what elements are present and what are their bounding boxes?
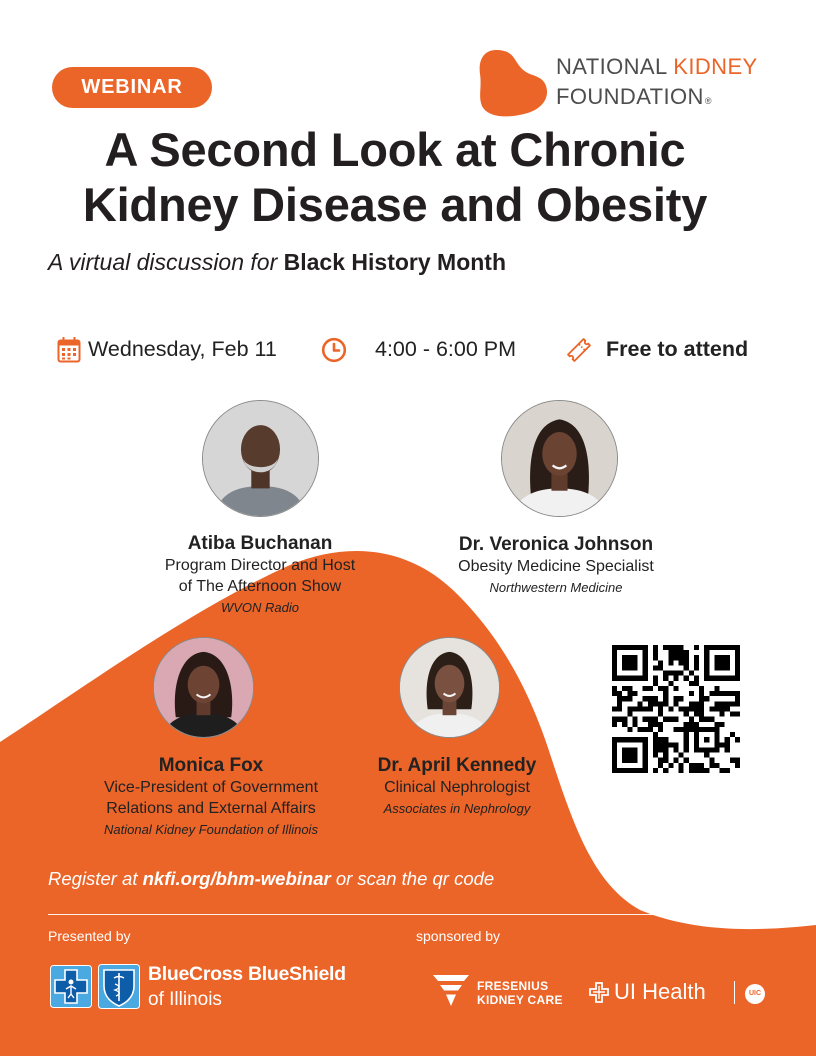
sponsor-name-ui-health: UI Health: [614, 979, 706, 1004]
subtitle-emphasis: Black History Month: [283, 249, 507, 275]
sponsor-name-kidney-care: KIDNEY CARE: [477, 993, 563, 1007]
fresenius-logo-icon: [433, 975, 469, 1007]
event-cost: Free to attend: [606, 337, 749, 361]
register-line: [48, 870, 494, 889]
register-lead: Register at: [48, 868, 138, 889]
speaker-role: Relations and External Affairs: [106, 800, 316, 817]
organizer-name-part1: NATIONAL: [556, 54, 667, 79]
ui-health-cross-icon: [589, 982, 609, 1003]
organizer-name-foundation: FOUNDATION: [556, 84, 704, 109]
qr-code[interactable]: [612, 645, 740, 773]
speaker-role: Vice-President of Government: [103, 779, 319, 796]
speaker-card-atiba-buchanan: [110, 533, 410, 619]
speaker-photo-veronica-johnson: [501, 400, 618, 517]
register-tail: or scan the qr code: [335, 868, 495, 889]
registered-mark: ®: [704, 96, 712, 106]
organizer-name-line1: [556, 56, 758, 78]
event-date: Wednesday, Feb 11: [88, 337, 277, 361]
speaker-organization: WVON Radio: [220, 600, 300, 615]
speaker-name: Monica Fox: [158, 755, 264, 776]
event-time: 4:00 - 6:00 PM: [375, 337, 517, 361]
page-title-line2: Kidney Disease and Obesity: [82, 178, 708, 231]
blue-shield-icon: [98, 964, 140, 1009]
uic-logo-mark: UIC: [745, 984, 765, 1004]
speaker-name: Dr. Veronica Johnson: [458, 534, 654, 555]
speaker-role: Clinical Nephrologist: [384, 779, 530, 796]
kidney-logo-icon: [476, 46, 550, 118]
sponsor-name-bcbs-region: of Illinois: [148, 989, 222, 1010]
speaker-photo-atiba-buchanan: [202, 400, 319, 517]
sponsor-name-fresenius: FRESENIUS: [477, 979, 549, 993]
speaker-card-veronica-johnson: [406, 534, 706, 599]
sponsor-name-bcbs: BlueCross BlueShield: [148, 963, 346, 985]
register-url-link[interactable]: nkfi.org/bhm-webinar: [142, 868, 331, 889]
organizer-name-part2: KIDNEY: [673, 54, 758, 79]
page-title-line1: A Second Look at Chronic: [104, 123, 686, 176]
speaker-photo-monica-fox: [153, 637, 254, 738]
sponsored-by-label: sponsored by: [416, 928, 501, 944]
speaker-organization: National Kidney Foundation of Illinois: [104, 822, 318, 837]
speaker-name: Dr. April Kennedy: [377, 755, 537, 776]
speaker-organization: Northwestern Medicine: [489, 580, 623, 595]
footer-divider: [48, 914, 664, 915]
speaker-name: Atiba Buchanan: [187, 533, 333, 554]
calendar-icon: [57, 336, 81, 363]
speaker-card-april-kennedy: [307, 755, 607, 820]
webinar-badge: WEBINAR: [52, 67, 212, 108]
speaker-role: of The Afternoon Show: [178, 578, 342, 595]
speaker-photo-april-kennedy: [399, 637, 500, 738]
speaker-organization: Associates in Nephrology: [383, 801, 531, 816]
presented-by-label: Presented by: [48, 928, 131, 944]
organizer-name-line2: [556, 86, 712, 108]
ui-health-divider: [734, 981, 735, 1004]
subtitle: [48, 251, 506, 274]
clock-icon: [321, 337, 347, 363]
ticket-icon: [565, 336, 593, 364]
speaker-role: Obesity Medicine Specialist: [458, 558, 654, 575]
speaker-role: Program Director and Host: [164, 557, 356, 574]
subtitle-lead: A virtual discussion for: [48, 249, 278, 275]
blue-cross-icon: [50, 965, 92, 1008]
